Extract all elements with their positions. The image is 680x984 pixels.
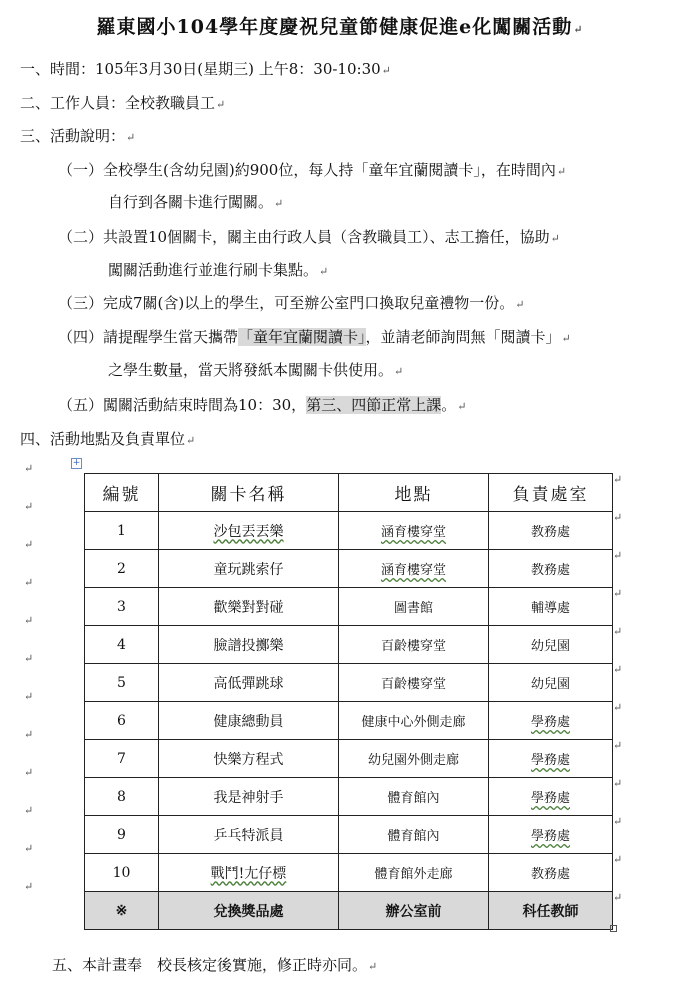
cell-department: 學務處 <box>489 816 613 854</box>
description-item-3: （三）完成7關(含)以上的學生，可至辦公室門口換取兒童禮物一份。↵ <box>58 294 525 312</box>
table-row <box>85 550 613 588</box>
table-row <box>85 854 613 892</box>
cell-number: 4 <box>85 626 159 664</box>
location-heading: 四、活動地點及負責單位↵ <box>20 430 196 448</box>
description-item-5: （五）闖關活動結束時間為10：30，第三、四節正常上課。↵ <box>58 396 467 414</box>
header-department: 負責處室 <box>489 474 613 512</box>
row-end-marks: ↵ ↵ ↵ ↵ ↵ ↵ ↵ ↵ ↵ ↵ ↵ ↵ <box>613 473 623 904</box>
cell-station: 沙包丟丟樂 <box>159 512 339 550</box>
cell-number: 2 <box>85 550 159 588</box>
highlighted-class-note: 第三、四節正常上課 <box>306 396 442 414</box>
left-paragraph-marks: ↵ ↵ ↵ ↵ ↵ ↵ ↵ ↵ ↵ ↵ ↵ ↵ <box>24 462 34 893</box>
cell-location: 圖書館 <box>339 588 489 626</box>
table-resize-handle-icon[interactable] <box>610 925 617 932</box>
cell-department: 教務處 <box>489 550 613 588</box>
footer-department: 科任教師 <box>489 892 613 930</box>
cell-department: 學務處 <box>489 702 613 740</box>
cell-number: 6 <box>85 702 159 740</box>
cell-department: 輔導處 <box>489 588 613 626</box>
cell-number: 10 <box>85 854 159 892</box>
footer-prize-station: 兌換獎品處 <box>159 892 339 930</box>
table-row <box>85 588 613 626</box>
description-heading: 三、活動說明：↵ <box>20 127 136 145</box>
closing-line: 五、本計畫奉 校長核定後實施，修正時亦同。↵ <box>52 956 378 974</box>
table-row <box>85 512 613 550</box>
cell-location: 涵育樓穿堂 <box>339 512 489 550</box>
cell-location: 健康中心外側走廊 <box>339 702 489 740</box>
cell-location: 百齡樓穿堂 <box>339 626 489 664</box>
cell-station: 快樂方程式 <box>159 740 339 778</box>
cell-station: 童玩跳索仔 <box>159 550 339 588</box>
cell-location: 涵育樓穿堂 <box>339 550 489 588</box>
cell-location: 體育館外走廊 <box>339 854 489 892</box>
table-footer-row <box>85 892 613 930</box>
cell-station: 戰鬥!尢仔標 <box>159 854 339 892</box>
table-row <box>85 816 613 854</box>
description-item-1-cont: 自行到各關卡進行闖關。↵ <box>108 193 284 211</box>
table-row <box>85 664 613 702</box>
cell-station: 健康總動員 <box>159 702 339 740</box>
cell-number: 7 <box>85 740 159 778</box>
table-row <box>85 626 613 664</box>
cell-department: 學務處 <box>489 778 613 816</box>
header-station-name: 關卡名稱 <box>159 474 339 512</box>
footer-location: 辦公室前 <box>339 892 489 930</box>
header-location: 地點 <box>339 474 489 512</box>
cell-station: 我是神射手 <box>159 778 339 816</box>
cell-location: 體育館內 <box>339 778 489 816</box>
cell-number: 5 <box>85 664 159 702</box>
cell-location: 幼兒園外側走廊 <box>339 740 489 778</box>
cell-number: 8 <box>85 778 159 816</box>
table-row <box>85 778 613 816</box>
description-item-1: （一）全校學生(含幼兒園)約900位，每人持「童年宜蘭閱讀卡」，在時間內↵ <box>58 161 567 179</box>
header-number: 編號 <box>85 474 159 512</box>
cell-location: 體育館內 <box>339 816 489 854</box>
cell-department: 幼兒園 <box>489 626 613 664</box>
cell-location: 百齡樓穿堂 <box>339 664 489 702</box>
footer-mark: ※ <box>85 892 159 930</box>
cell-station: 歡樂對對碰 <box>159 588 339 626</box>
description-item-4: （四）請提醒學生當天攜帶「童年宜蘭閱讀卡」，並請老師詢問無「閱讀卡」↵ <box>58 328 571 346</box>
cell-number: 3 <box>85 588 159 626</box>
table-header-row <box>85 474 613 512</box>
document-title: 羅東國小104學年度慶祝兒童節健康促進e化闖關活動↵ <box>96 16 584 38</box>
table-row <box>85 702 613 740</box>
cell-number: 9 <box>85 816 159 854</box>
cell-department: 教務處 <box>489 512 613 550</box>
cell-department: 幼兒園 <box>489 664 613 702</box>
description-item-4-cont: 之學生數量，當天將發紙本闖關卡供使用。↵ <box>108 361 404 379</box>
activity-table <box>84 473 613 930</box>
description-item-2: （二）共設置10個關卡，關主由行政人員（含教職員工）、志工擔任，協助↵ <box>58 228 560 246</box>
cell-station: 臉譜投擲樂 <box>159 626 339 664</box>
cell-department: 教務處 <box>489 854 613 892</box>
time-line: 一、時間：105年3月30日(星期三) 上午8：30-10:30↵ <box>20 60 391 78</box>
cell-station: 乒乓特派員 <box>159 816 339 854</box>
description-item-2-cont: 闖關活動進行並進行刷卡集點。↵ <box>108 261 329 279</box>
cell-station: 高低彈跳球 <box>159 664 339 702</box>
highlighted-card-name: 「童年宜蘭閱讀卡」 <box>238 328 366 346</box>
table-move-handle-icon[interactable]: + <box>72 458 81 468</box>
table-row <box>85 740 613 778</box>
cell-number: 1 <box>85 512 159 550</box>
cell-department: 學務處 <box>489 740 613 778</box>
staff-line: 二、工作人員：全校教職員工↵ <box>20 94 226 112</box>
